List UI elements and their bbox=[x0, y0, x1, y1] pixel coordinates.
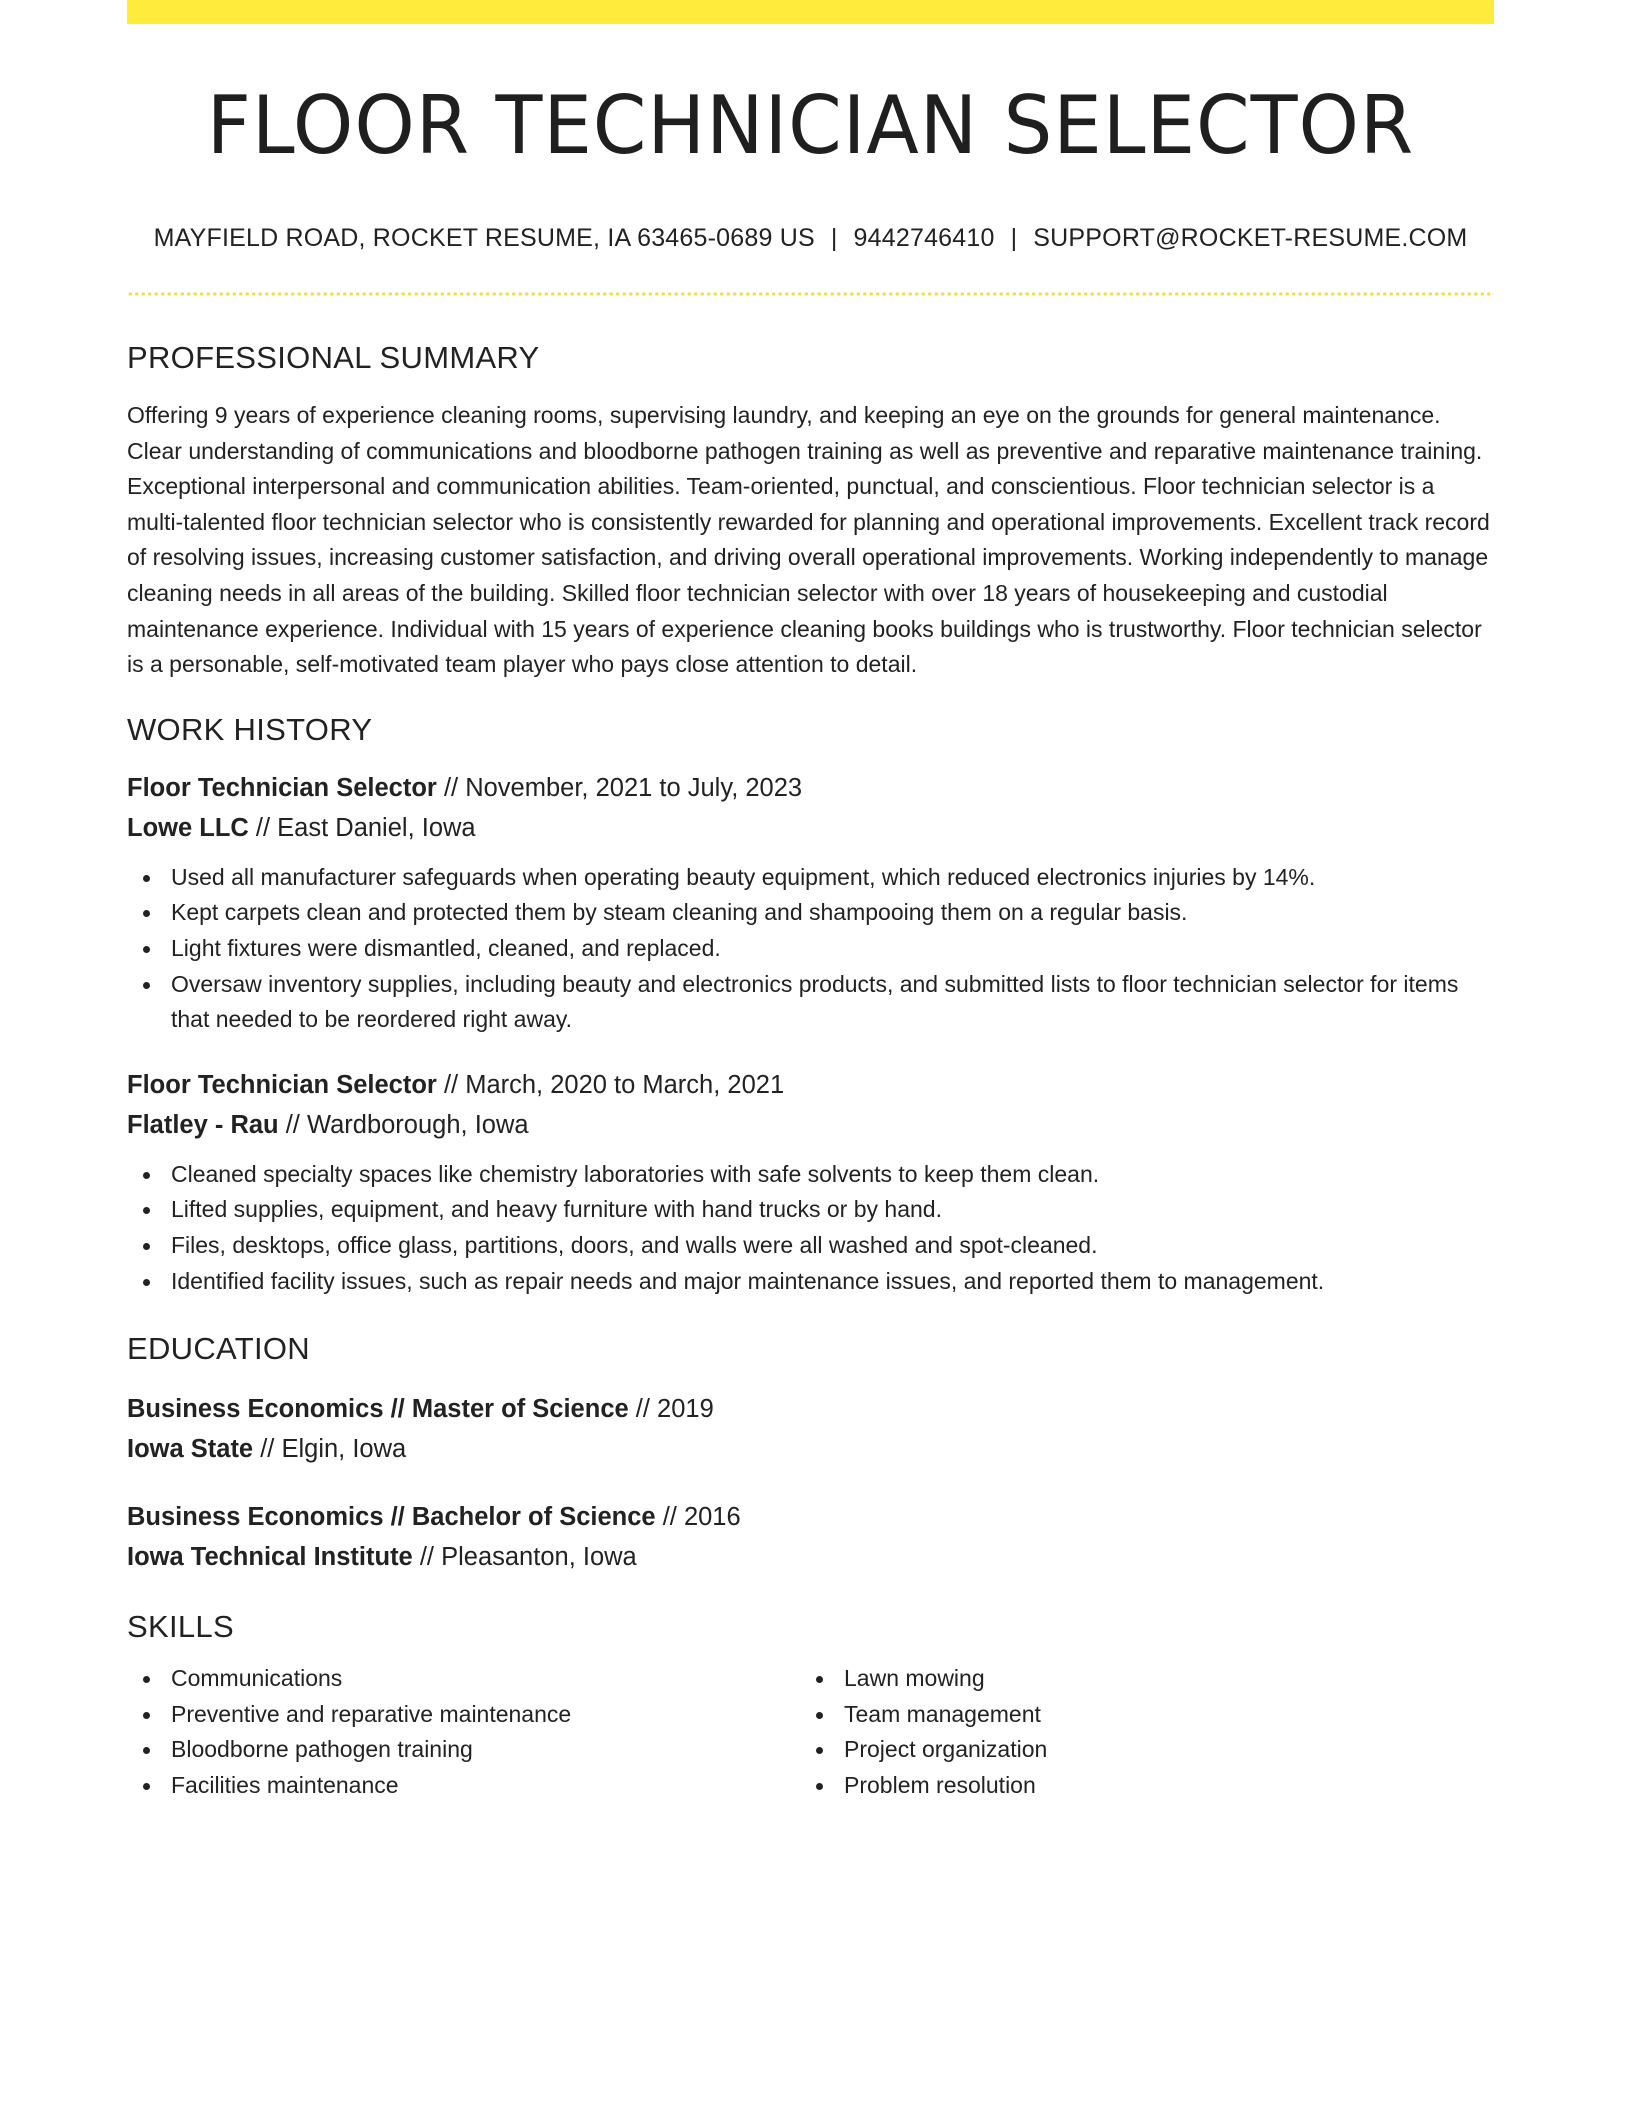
contact-separator: | bbox=[1010, 224, 1018, 252]
list-item: Kept carpets clean and protected them by steam cleaning and shampooing them on a regular basis. bbox=[127, 895, 1494, 931]
job-company-line bbox=[127, 808, 1494, 848]
list-item: Files, desktops, office glass, partitions, doors, and walls were all washed and spot-cleaned. bbox=[127, 1228, 1494, 1264]
list-item: Team management bbox=[800, 1697, 1400, 1733]
education-school-line bbox=[127, 1429, 1494, 1469]
accent-bar bbox=[127, 0, 1494, 24]
education-degree: Business Economics // Bachelor of Science bbox=[127, 1503, 656, 1532]
list-item: Project organization bbox=[800, 1732, 1400, 1768]
job-location: // East Daniel, Iowa bbox=[248, 813, 476, 842]
education-school: Iowa State bbox=[127, 1435, 254, 1464]
list-item: Used all manufacturer safeguards when operating beauty equipment, which reduced electronics injuries by 14%. bbox=[127, 860, 1494, 896]
job-position: Floor Technician Selector bbox=[127, 773, 437, 802]
skills-heading: SKILLS bbox=[127, 1609, 234, 1645]
education-year: // 2016 bbox=[655, 1503, 741, 1532]
education-location: // Pleasanton, Iowa bbox=[412, 1543, 637, 1572]
work-history-heading: WORK HISTORY bbox=[127, 711, 373, 747]
list-item: Identified facility issues, such as repair needs and major maintenance issues, and reported them to management. bbox=[127, 1264, 1494, 1300]
summary-heading: PROFESSIONAL SUMMARY bbox=[127, 340, 540, 375]
job-company-line bbox=[127, 1105, 1494, 1145]
job-title-line bbox=[127, 1065, 1494, 1105]
education-heading: EDUCATION bbox=[127, 1331, 310, 1367]
list-item: Lawn mowing bbox=[800, 1661, 1400, 1697]
summary-text: Offering 9 years of experience cleaning rooms, supervising laundry, and keeping an eye on the grounds for general maintenance. Clear understanding of communications and bloodborne pathogen training as well as preventive and reparative maintenance training. Exceptional interpersonal and communication abilities. Team-oriented, punctual, and conscientious. Floor technician selector is a multi-talented floor technician selector who is consistently rewarded for planning and operational improvements. Excellent track record of resolving issues, increasing customer satisfaction, and driving overall operational improvements. Working independently to manage cleaning needs in all areas of the building. Skilled floor technician selector with over 18 years of housekeeping and custodial maintenance experience. Individual with 15 years of experience cleaning books buildings who is trustworthy. Floor technician selector is a personable, self-motivated team player who pays close attention to detail. bbox=[127, 402, 1490, 678]
education-degree-line bbox=[127, 1497, 1494, 1537]
contact-phone: 9442746410 bbox=[853, 224, 995, 252]
job-dates: // November, 2021 to July, 2023 bbox=[436, 773, 803, 802]
education-school: Iowa Technical Institute bbox=[127, 1543, 413, 1572]
contact-separator: | bbox=[830, 224, 838, 252]
contact-email: SUPPORT@ROCKET-RESUME.COM bbox=[1033, 224, 1468, 252]
education-location: // Elgin, Iowa bbox=[253, 1435, 407, 1464]
job-duties-list bbox=[127, 860, 1494, 1038]
list-item: Preventive and reparative maintenance bbox=[127, 1697, 800, 1733]
contact-line bbox=[127, 224, 1494, 253]
job-location: // Wardborough, Iowa bbox=[278, 1110, 529, 1139]
dotted-divider bbox=[127, 292, 1494, 296]
list-item: Light fixtures were dismantled, cleaned, and replaced. bbox=[127, 931, 1494, 967]
skills-grid bbox=[127, 1661, 1494, 1803]
skills-list-right bbox=[800, 1661, 1400, 1803]
list-item: Lifted supplies, equipment, and heavy furniture with hand trucks or by hand. bbox=[127, 1192, 1494, 1228]
list-item: Problem resolution bbox=[800, 1768, 1400, 1804]
list-item: Oversaw inventory supplies, including beauty and electronics products, and submitted lists to floor technician selector for items that needed to be reordered right away. bbox=[127, 967, 1494, 1038]
skills-list-left bbox=[127, 1661, 800, 1803]
list-item: Facilities maintenance bbox=[127, 1768, 800, 1804]
education-degree: Business Economics // Master of Science bbox=[127, 1395, 629, 1424]
job-title-line bbox=[127, 768, 1494, 808]
job-dates: // March, 2020 to March, 2021 bbox=[436, 1070, 785, 1099]
list-item: Bloodborne pathogen training bbox=[127, 1732, 800, 1768]
resume-page bbox=[127, 0, 1494, 1803]
job-duties-list bbox=[127, 1157, 1494, 1299]
education-year: // 2019 bbox=[628, 1395, 714, 1424]
job-company: Lowe LLC bbox=[127, 813, 249, 842]
contact-address: MAYFIELD ROAD, ROCKET RESUME, IA 63465-0689 US bbox=[153, 224, 815, 252]
education-school-line bbox=[127, 1537, 1494, 1577]
education-degree-line bbox=[127, 1389, 1494, 1429]
job-position: Floor Technician Selector bbox=[127, 1070, 437, 1099]
job-company: Flatley - Rau bbox=[127, 1110, 279, 1139]
candidate-name: FLOOR TECHNICIAN SELECTOR bbox=[206, 79, 1415, 172]
list-item: Communications bbox=[127, 1661, 800, 1697]
list-item: Cleaned specialty spaces like chemistry laboratories with safe solvents to keep them clean. bbox=[127, 1157, 1494, 1193]
